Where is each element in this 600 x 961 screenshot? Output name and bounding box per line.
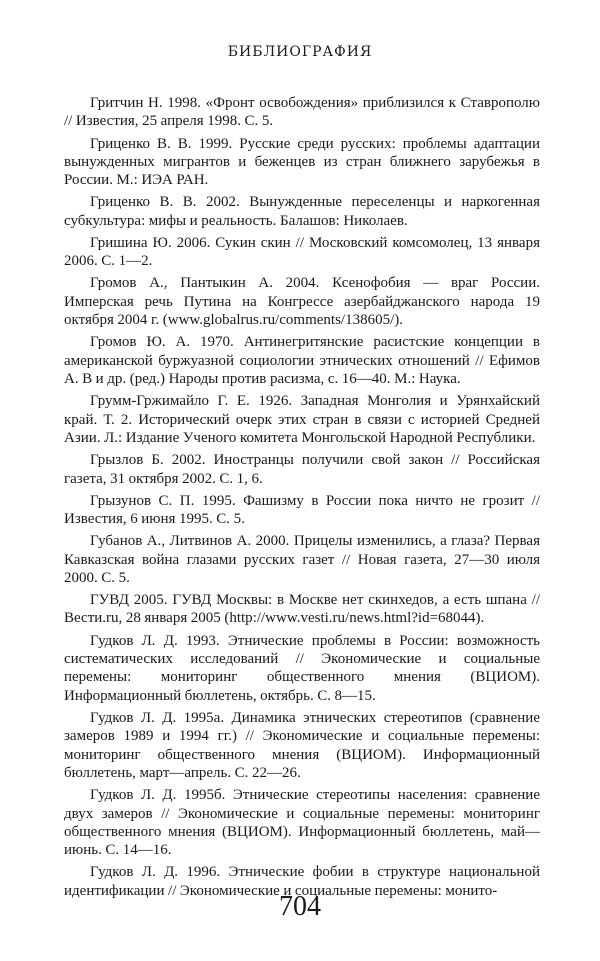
bibliography-entry: Гритчин Н. 1998. «Фронт освобождения» приблизился к Ставрополю // Известия, 25 апреля 1998. С. 5. xyxy=(64,95,540,130)
bibliography-list xyxy=(64,94,540,904)
bibliography-entry: ГУВД 2005. ГУВД Москвы: в Москве нет скинхедов, а есть шпана // Вести.ru, 28 января 2005 (http://www.vesti.ru/news.html?id=68044). xyxy=(64,592,540,627)
running-header: БИБЛИОГРАФИЯ xyxy=(227,44,373,60)
bibliography-entry: Гудков Л. Д. 1993. Этнические проблемы в России: возможность систематических исследований // Экономические и социальные перемены: мониторинг общественного мнения (ВЦИОМ). Информационный бюллетень, октябрь. С. 8—15. xyxy=(64,632,540,704)
bibliography-entry: Гришина Ю. 2006. Сукин скин // Московский комсомолец, 13 января 2006. С. 1—2. xyxy=(64,234,540,270)
bibliography-entry: Гудков Л. Д. 1996. Этнические фобии в структуре национальной идентификации // Экономические и социальные перемены: монито- xyxy=(64,864,540,899)
bibliography-entry: Гриценко В. В. 1999. Русские среди русских: проблемы адаптации вынужденных мигрантов и беженцев из стран ближнего зарубежья в России. М.: ИЭА РАН. xyxy=(64,135,540,189)
bibliography-entry: Гриценко В. В. 2002. Вынужденные переселенцы и наркогенная субкультура: мифы и реальность. Балашов: Николаев. xyxy=(64,194,540,229)
bibliography-entry: Грумм-Гржимайло Г. Е. 1926. Западная Монголия и Урянхайский край. Т. 2. Исторический очерк этих стран в связи с историей Средней Азии. Л.: Издание Ученого комитета Монгольской Народной Республики. xyxy=(64,393,540,447)
page-number: 704 xyxy=(279,891,321,922)
bibliography-entry: Громов Ю. А. 1970. Антинегритянские расистские концепции в американской буржуазной социологии этнических отношений // Ефимов А. В и др. (ред.) Народы против расизма, с. 16—40. М.: Наука. xyxy=(64,334,540,388)
bibliography-entry: Грызлов Б. 2002. Иностранцы получили свой закон // Российская газета, 31 октября 2002. С. 1, 6. xyxy=(64,452,540,487)
bibliography-entry: Гудков Л. Д. 1995а. Динамика этнических стереотипов (сравнение замеров 1989 и 1994 гг.) // Экономические и социальные перемены: мониторинг общественного мнения (ВЦИОМ). Информационный бюллетень, март—апрель. С. 22—26. xyxy=(64,709,540,782)
bibliography-entry: Грызунов С. П. 1995. Фашизму в России пока ничто не грозит // Известия, 6 июня 1995. С. 5. xyxy=(64,492,540,528)
bibliography-entry: Гудков Л. Д. 1995б. Этнические стереотипы населения: сравнение двух замеров // Экономические и социальные перемены: мониторинг общественного мнения (ВЦИОМ). Информационный бюллетень, май—июнь. С. 14—16. xyxy=(64,787,540,859)
bibliography-entry: Губанов А., Литвинов А. 2000. Прицелы изменились, а глаза? Первая Кавказская война глазами русских газет // Новая газета, 27—30 июля 2000. С. 5. xyxy=(64,533,540,586)
bibliography-entry: Громов А., Пантыкин А. 2004. Ксенофобия — враг России. Имперская речь Путина на Конгрессе азербайджанского народа 19 октября 2004 г. (www.globalrus.ru/comments/138605/). xyxy=(64,275,540,329)
